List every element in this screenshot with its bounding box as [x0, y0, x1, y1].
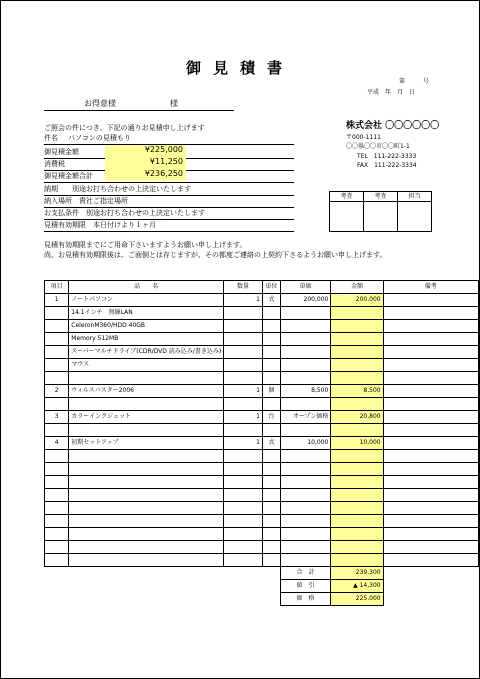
table-row: [45, 476, 479, 489]
cell-item: [45, 398, 69, 411]
table-row: [45, 359, 479, 372]
cell-unit: [262, 346, 280, 359]
cell-remarks: [383, 554, 478, 567]
cell-remarks: [383, 307, 478, 320]
document-number: 第 号: [399, 78, 430, 85]
cell-qty: [224, 515, 263, 528]
table-row: [45, 515, 479, 528]
summary-value: ▲ 14,300: [331, 580, 383, 593]
cell-unit: [262, 476, 280, 489]
stamp-box: [398, 202, 432, 232]
cell-qty: [224, 541, 263, 554]
cell-unit: [262, 463, 280, 476]
cell-item: [45, 554, 69, 567]
cell-name: CeleronM360/HDD 40GB: [69, 320, 224, 333]
cell-amount: [331, 463, 383, 476]
table-header-row: [45, 281, 479, 294]
cell-unit: [262, 515, 280, 528]
cell-qty: 1: [224, 385, 263, 398]
cell-name: [69, 541, 224, 554]
summary-spacer: [45, 567, 281, 580]
cell-price: [280, 489, 331, 502]
cell-unit: [262, 502, 280, 515]
cell-price: 10,000: [280, 437, 331, 450]
cell-price: 200,000: [280, 294, 331, 307]
cell-unit: 台: [262, 411, 280, 424]
cell-name: [69, 424, 224, 437]
cell-name: [69, 463, 224, 476]
cell-amount: [331, 372, 383, 385]
cell-qty: [224, 528, 263, 541]
cell-price: [280, 502, 331, 515]
cell-item: [45, 450, 69, 463]
table-row: [45, 489, 479, 502]
cell-amount: [331, 515, 383, 528]
subject-value: パソコンの見積もり: [68, 134, 131, 142]
cell-name: [69, 528, 224, 541]
cell-qty: [224, 554, 263, 567]
cell-item: 2: [45, 385, 69, 398]
stamp-box: [364, 202, 398, 232]
cell-qty: 1: [224, 411, 263, 424]
cell-item: [45, 372, 69, 385]
company-zip: 〒000-1111: [346, 134, 381, 141]
cell-price: [280, 346, 331, 359]
cell-unit: [262, 320, 280, 333]
table-row: [45, 411, 479, 424]
delivery-row: 納期 別途お打ち合わせの上決定いたします: [44, 184, 294, 196]
company-name: 株式会社 〇〇〇〇〇〇: [346, 121, 440, 131]
summary-row: [45, 580, 479, 593]
cell-unit: [262, 398, 280, 411]
stamp-label: 考査: [330, 192, 364, 202]
intro-text: ご照会の件につき、下記の通りお見積申し上げます: [44, 124, 205, 132]
cell-price: 8,500: [280, 385, 331, 398]
cell-amount: [331, 398, 383, 411]
cell-qty: 1: [224, 437, 263, 450]
header-item: 項目: [45, 281, 69, 294]
cell-unit: [262, 528, 280, 541]
table-row: [45, 463, 479, 476]
cell-amount: [331, 476, 383, 489]
cell-name: スーパーマルチドライブ(CDR/DVD 読み込み/書き込み): [69, 346, 224, 359]
cell-name: 14.1インチ 無線LAN: [69, 307, 224, 320]
cell-qty: [224, 502, 263, 515]
cell-remarks: [383, 346, 478, 359]
table-row: [45, 528, 479, 541]
cell-unit: [262, 424, 280, 437]
cell-remarks: [383, 476, 478, 489]
estimate-label: 御見積金額: [44, 148, 79, 156]
cell-qty: [224, 333, 263, 346]
place-row: 納入場所 貴社ご指定場所: [44, 196, 294, 208]
cell-price: [280, 372, 331, 385]
validity-row: 見積有効期限 本日付けより１ヶ月: [44, 220, 294, 232]
cell-unit: 個: [262, 385, 280, 398]
cell-unit: [262, 359, 280, 372]
cell-remarks: [383, 424, 478, 437]
cell-remarks: [383, 333, 478, 346]
cell-item: [45, 528, 69, 541]
table-row: [45, 372, 479, 385]
cell-unit: [262, 541, 280, 554]
cell-name: [69, 515, 224, 528]
cell-item: 4: [45, 437, 69, 450]
header-qty: 数量: [224, 281, 263, 294]
cell-name: Memory 512MB: [69, 333, 224, 346]
cell-price: [280, 359, 331, 372]
cell-unit: 式: [262, 294, 280, 307]
cell-qty: [224, 320, 263, 333]
cell-amount: [331, 450, 383, 463]
total-label: 御見積金額合計: [44, 172, 93, 180]
cell-item: [45, 541, 69, 554]
cell-unit: [262, 450, 280, 463]
table-row: [45, 294, 479, 307]
cell-unit: [262, 554, 280, 567]
summary-value: 225,000: [331, 593, 383, 606]
cell-item: [45, 346, 69, 359]
cell-unit: [262, 307, 280, 320]
cell-remarks: [383, 385, 478, 398]
table-row: [45, 385, 479, 398]
cell-price: [280, 450, 331, 463]
document-title: 御見積書: [185, 59, 294, 77]
tax-value: ¥11,250: [105, 157, 186, 169]
summary-row: [45, 593, 479, 606]
cell-name: [69, 398, 224, 411]
cell-item: [45, 463, 69, 476]
stamp-box: [330, 202, 364, 232]
cell-qty: [224, 372, 263, 385]
summary-spacer: [383, 567, 478, 580]
cell-price: [280, 476, 331, 489]
cell-amount: 10,000: [331, 437, 383, 450]
cell-unit: 式: [262, 437, 280, 450]
cell-item: [45, 515, 69, 528]
cell-qty: 1: [224, 294, 263, 307]
table-row: [45, 307, 479, 320]
cell-remarks: [383, 541, 478, 554]
cell-name: カラーインクジェット: [69, 411, 224, 424]
document-date: 平成 年 月 日: [367, 89, 416, 96]
summary-row: [45, 567, 479, 580]
cell-name: [69, 450, 224, 463]
cell-remarks: [383, 450, 478, 463]
company-tel: TEL 111-222-3333: [357, 153, 417, 160]
table-row: [45, 333, 479, 346]
cell-name: [69, 476, 224, 489]
cell-item: [45, 424, 69, 437]
cell-price: [280, 424, 331, 437]
table-row: [45, 398, 479, 411]
table-row: [45, 424, 479, 437]
summary-label: 合 計: [280, 567, 331, 580]
cell-price: [280, 554, 331, 567]
summary-spacer: [45, 593, 281, 606]
cell-remarks: [383, 294, 478, 307]
items-table: [44, 280, 479, 606]
cell-price: [280, 515, 331, 528]
cell-price: [280, 463, 331, 476]
header-price: 単価: [280, 281, 331, 294]
subject-label: 件名: [44, 134, 58, 142]
cell-name: [69, 502, 224, 515]
cell-qty: [224, 424, 263, 437]
cell-price: [280, 307, 331, 320]
subject-row: [44, 133, 294, 145]
summary-value: 239,300: [331, 567, 383, 580]
cell-amount: [331, 346, 383, 359]
note-line-2: 尚、お見積有効期限後は、ご面倒とは存じますが、その都度ご連絡の上契約下さるようお願い申し上げます。: [44, 251, 387, 259]
cell-price: [280, 333, 331, 346]
table-row: [45, 346, 479, 359]
customer-line: [44, 100, 234, 111]
table-row: [45, 437, 479, 450]
cell-amount: [331, 541, 383, 554]
cell-unit: [262, 333, 280, 346]
table-row: [45, 541, 479, 554]
cell-qty: [224, 450, 263, 463]
cell-name: [69, 489, 224, 502]
approval-stamps: [329, 191, 432, 232]
cell-name: ノートパソコン: [69, 294, 224, 307]
summary-label: 価 格: [280, 593, 331, 606]
cell-amount: [331, 489, 383, 502]
cell-name: [69, 372, 224, 385]
summary-spacer: [383, 580, 478, 593]
cell-price: [280, 398, 331, 411]
cell-item: [45, 489, 69, 502]
tax-label: 消費税: [44, 160, 65, 168]
cell-remarks: [383, 463, 478, 476]
cell-unit: [262, 372, 280, 385]
cell-item: [45, 307, 69, 320]
cell-item: 3: [45, 411, 69, 424]
cell-qty: [224, 398, 263, 411]
cell-price: [280, 528, 331, 541]
cell-unit: [262, 489, 280, 502]
note-line-1: 見積有効期限までにご用命下さいますようお願い申し上げます。: [44, 241, 247, 249]
table-row: [45, 320, 479, 333]
header-name: 品 名: [69, 281, 224, 294]
estimate-value: ¥225,000: [105, 145, 186, 157]
stamp-label: 担当: [398, 192, 432, 202]
cell-price: [280, 320, 331, 333]
cell-remarks: [383, 398, 478, 411]
cell-amount: 8,500: [331, 385, 383, 398]
company-fax: FAX 111-222-3334: [357, 162, 417, 169]
table-row: [45, 554, 479, 567]
cell-remarks: [383, 528, 478, 541]
cell-name: マウス: [69, 359, 224, 372]
total-value: ¥236,250: [105, 169, 186, 181]
cell-name: ウィルスバスター2006: [69, 385, 224, 398]
cell-item: [45, 502, 69, 515]
cell-qty: [224, 489, 263, 502]
company-address: 〇〇県〇〇市〇〇町1-1: [346, 143, 410, 150]
table-row: [45, 502, 479, 515]
cell-amount: [331, 528, 383, 541]
stamp-label: 考査: [364, 192, 398, 202]
cell-remarks: [383, 489, 478, 502]
cell-name: [69, 554, 224, 567]
payment-row: お支払条件 別途お打ち合わせの上決定いたします: [44, 208, 294, 220]
cell-remarks: [383, 515, 478, 528]
cell-remarks: [383, 437, 478, 450]
cell-name: 初期セットアップ: [69, 437, 224, 450]
cell-item: [45, 320, 69, 333]
cell-item: [45, 359, 69, 372]
cell-price: オープン価格: [280, 411, 331, 424]
header-remarks: 備考: [383, 281, 478, 294]
cell-amount: [331, 502, 383, 515]
cell-qty: [224, 476, 263, 489]
summary-label: 値 引: [280, 580, 331, 593]
cell-amount: [331, 333, 383, 346]
customer-name: お得意様: [84, 99, 116, 108]
cell-amount: [331, 554, 383, 567]
cell-amount: 20,800: [331, 411, 383, 424]
header-amount: 金額: [331, 281, 383, 294]
cell-qty: [224, 359, 263, 372]
cell-remarks: [383, 372, 478, 385]
summary-spacer: [45, 580, 281, 593]
cell-item: [45, 476, 69, 489]
cell-qty: [224, 307, 263, 320]
customer-suffix: 様: [170, 99, 178, 108]
cell-item: [45, 333, 69, 346]
cell-price: [280, 541, 331, 554]
table-row: [45, 450, 479, 463]
cell-amount: [331, 359, 383, 372]
cell-remarks: [383, 502, 478, 515]
summary-spacer: [383, 593, 478, 606]
cell-qty: [224, 463, 263, 476]
header-unit: 単位: [262, 281, 280, 294]
cell-remarks: [383, 320, 478, 333]
cell-amount: 200,000: [331, 294, 383, 307]
cell-item: 1: [45, 294, 69, 307]
cell-amount: [331, 307, 383, 320]
cell-amount: [331, 424, 383, 437]
cell-remarks: [383, 411, 478, 424]
cell-qty: [224, 346, 263, 359]
cell-remarks: [383, 359, 478, 372]
cell-amount: [331, 320, 383, 333]
